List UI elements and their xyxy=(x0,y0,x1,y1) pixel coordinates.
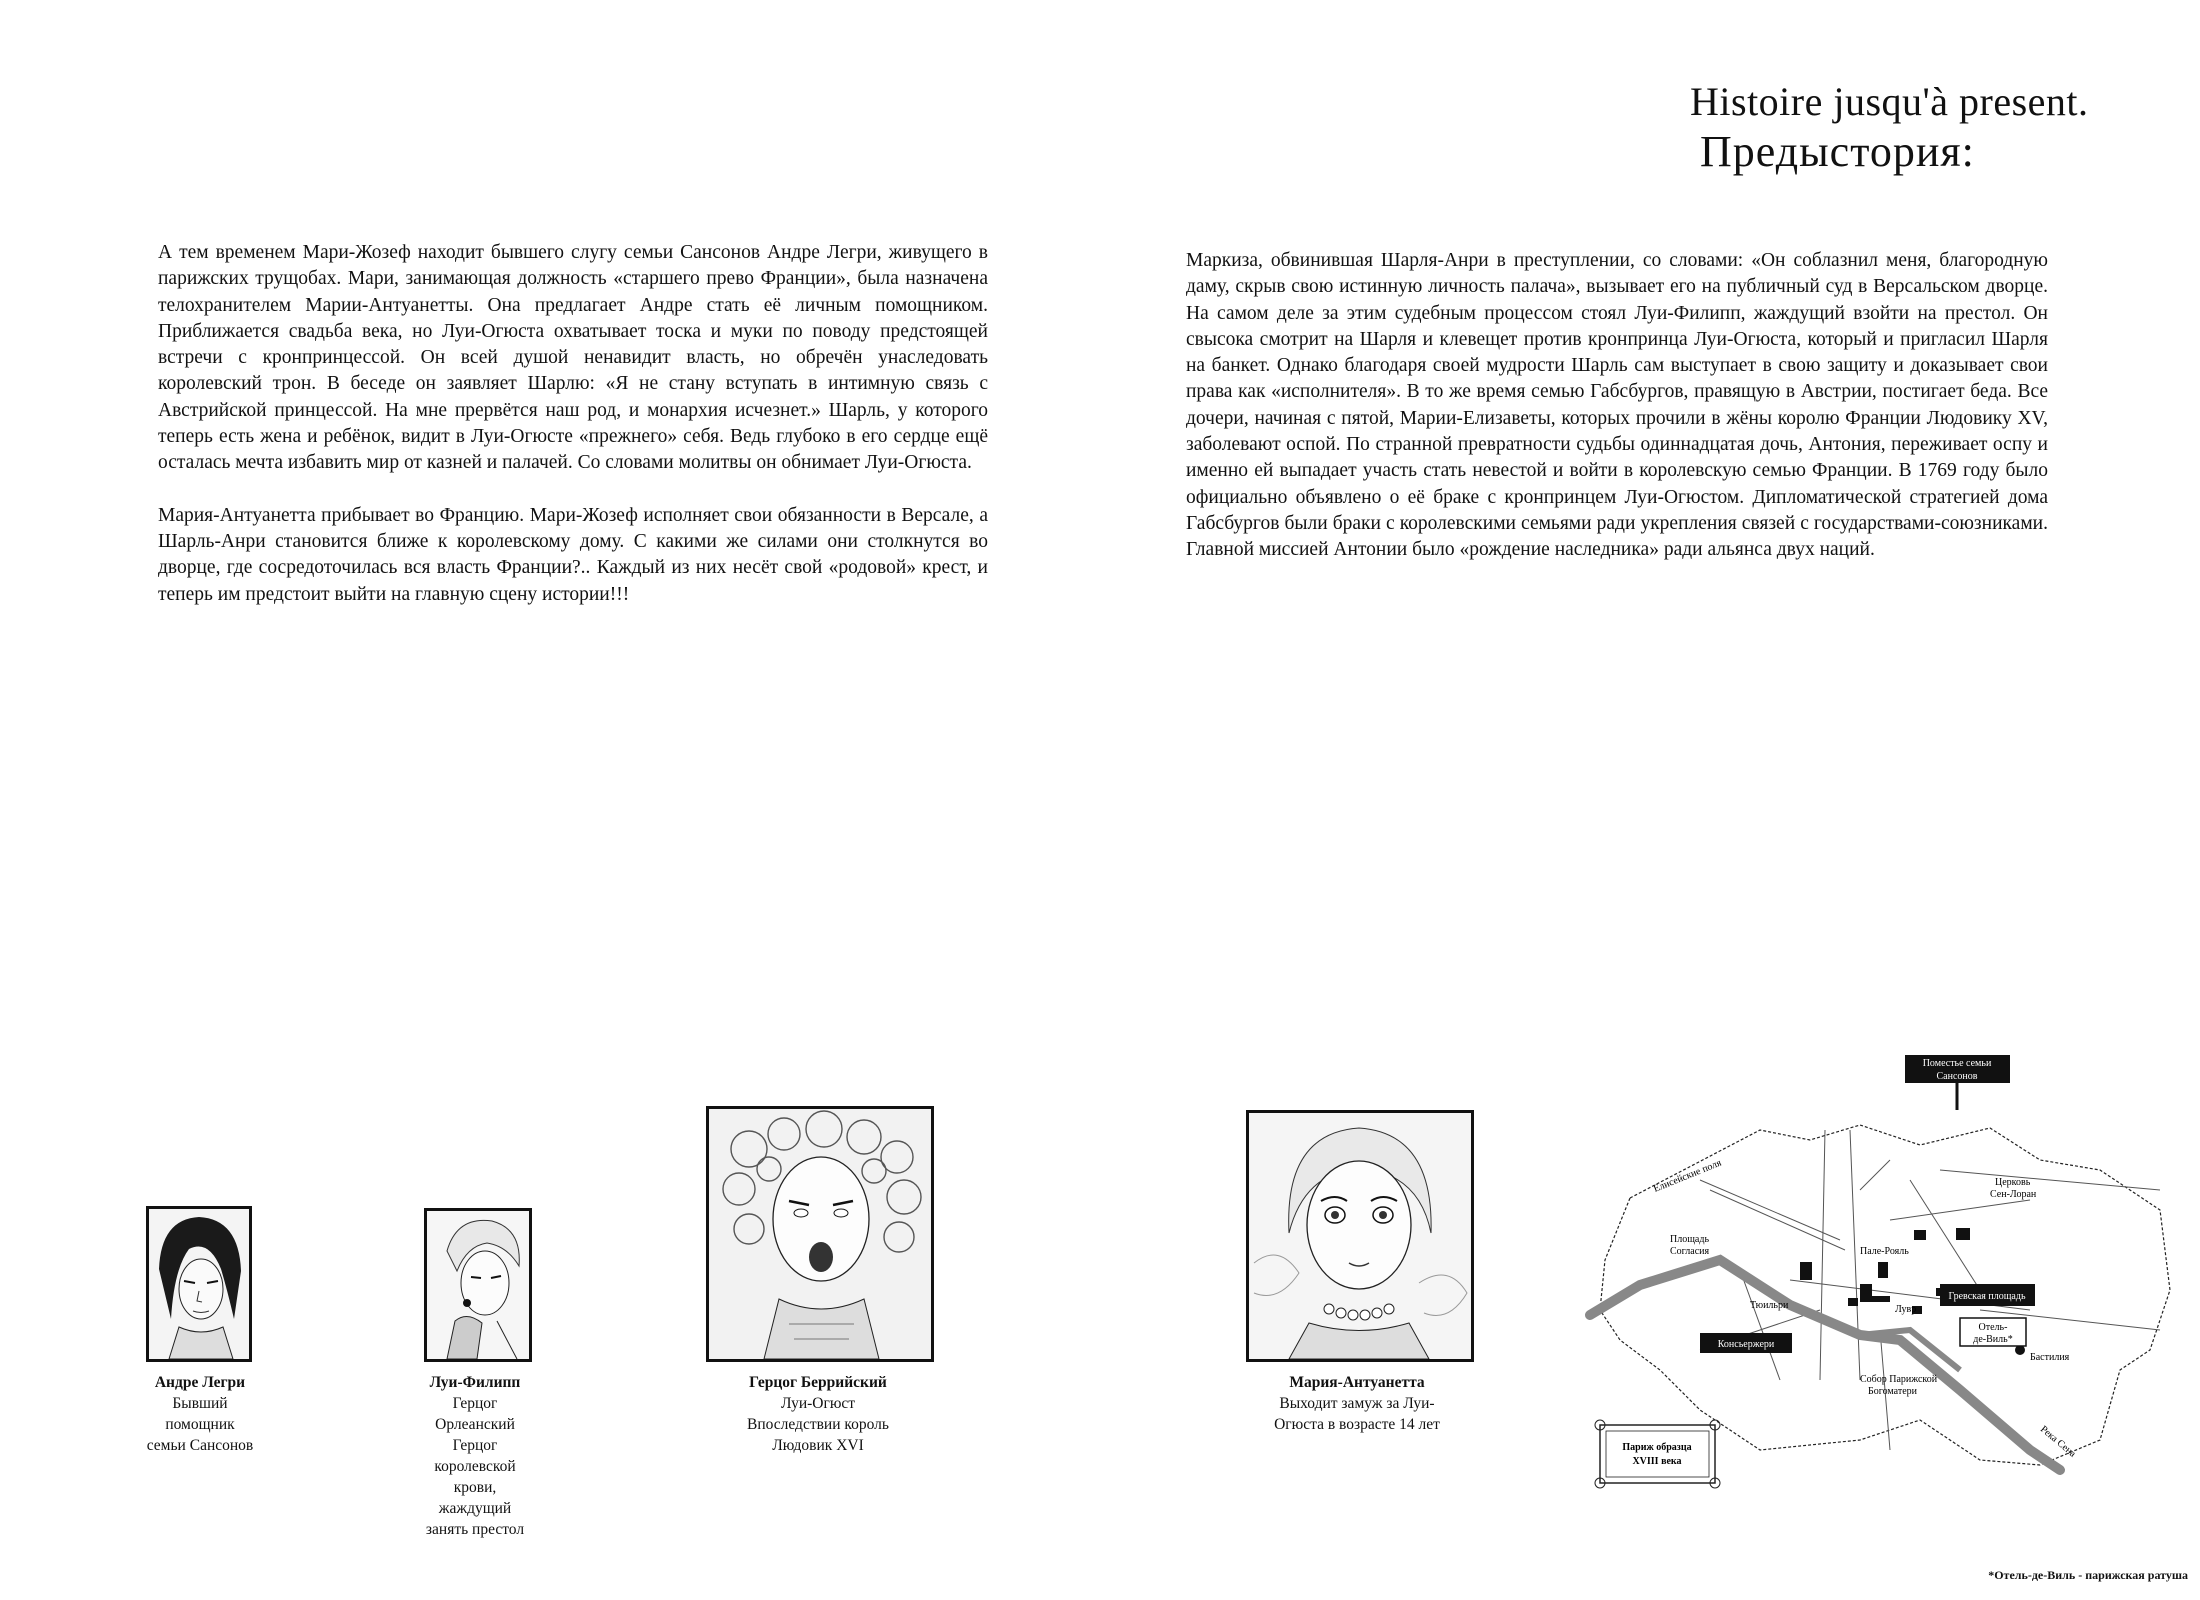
character-name: Мария-Антуанетта xyxy=(1289,1374,1425,1391)
character-name: Герцог Беррийский xyxy=(749,1374,887,1391)
map-label-concorde-1: Площадь xyxy=(1670,1234,1709,1245)
map-label-conciergerie: Консьержери xyxy=(1717,1339,1775,1350)
right-paragraph: Маркиза, обвинившая Шарля-Анри в преступлении, со словами: «Он соблазнил меня, благородную даму, скрыв свою истинную личность палача», вызывает его на публичный суд в Версальском дворце. На самом деле за этим судебным процессом стоял Луи-Филипп, жаждущий взойти на престол. Он свысока смотрит на Шарля и клевещет против кронпринца Луи-Огюста, который и пригласил Шарля на банкет. Однако благодаря своей мудрости Шарль сам выступает в свою защиту и доказывает свои права как «исполнителя». В то же время семью Габсбургов, правящую в Австрии, постигает беда. Все дочери, начиная с пятой, Марии-Елизаветы, которых прочили в жёны королю Франции Людовику XV, заболевают оспой. По странной превратности судьбы одиннадцатая дочь, Антония, переживает оспу и именно ей выпадает участь стать невестой и войти в королевскую семью Франции. В 1769 году было официально объявлено о её браке с кронпринцем Луи-Огюстом. Дипломатической стратегией дома Габсбургов были браки с королевскими семьями ради укрепления связей с государствами-союзниками. Главной миссией Антонии было «рождение наследника» ради альянса двух наций. xyxy=(1186,250,2048,561)
character-desc-line: Луи-Огюст xyxy=(780,1395,856,1412)
caption-marie-antoinette xyxy=(1232,1372,1482,1435)
portrait-louis-philippe xyxy=(424,1208,532,1362)
map-label-concorde-2: Согласия xyxy=(1670,1246,1710,1257)
footnote: *Отель-де-Виль - парижская ратуша xyxy=(1988,1568,2188,1582)
character-desc-line: занять престол xyxy=(425,1521,525,1538)
paris-map xyxy=(1560,1050,2180,1500)
map-cartouche-line-1: Париж образца xyxy=(1622,1442,1692,1453)
map-label-hotel-1: Отель- xyxy=(1978,1322,2008,1333)
paris-map-drawing xyxy=(1560,1050,2180,1500)
caption-andre xyxy=(120,1372,280,1456)
left-paragraph: Мария-Антуанетта прибывает во Францию. Мари-Жозеф исполняет свои обязанности в Версале, а Шарль-Анри становится ближе к королевскому дому. С какими же силами они столкнутся во дворце, где сосредоточилась вся власть Франции?.. Каждый из них несёт свой «родовой» крест, и теперь им предстоит выйти на главную сцену истории!!! xyxy=(158,504,988,605)
page-title-fr: Histoire jusqu'à present. xyxy=(1690,79,2089,124)
character-desc-line: Орлеанский xyxy=(435,1416,515,1433)
character-desc-line: Огюста в возрасте 14 лет xyxy=(1274,1416,1440,1433)
caption-duke-berry xyxy=(700,1372,936,1456)
left-text-column xyxy=(158,240,988,634)
map-cartouche-line-2: XVIII века xyxy=(1632,1456,1682,1467)
character-name: Андре Легри xyxy=(154,1374,246,1391)
map-label-louvre: Лувр xyxy=(1895,1304,1917,1315)
character-desc-line: Выходит замуж за Луи- xyxy=(1279,1395,1435,1412)
portrait-andre xyxy=(146,1206,252,1362)
character-desc-line: Герцог xyxy=(452,1437,498,1454)
portrait-andre-drawing xyxy=(149,1209,249,1359)
portrait-marie-antoinette xyxy=(1246,1110,1474,1362)
character-desc-line: жаждущий xyxy=(438,1500,512,1517)
map-label-bastille: Бастилия xyxy=(2030,1352,2070,1363)
portrait-louis-philippe-drawing xyxy=(427,1211,529,1359)
character-name: Луи-Филипп xyxy=(429,1374,521,1391)
character-desc-line: королевской xyxy=(434,1458,516,1475)
caption-louis-philippe xyxy=(400,1372,550,1540)
character-desc-line: Впоследствии король xyxy=(747,1416,889,1433)
map-label-hotel-2: де-Виль* xyxy=(1973,1334,2013,1345)
map-label-church-2: Сен-Лоран xyxy=(1990,1189,2037,1200)
page-title-ru: Предыстория: xyxy=(1700,127,1975,176)
map-label-tuileries: Тюильри xyxy=(1750,1300,1789,1311)
character-desc-line: Людовик XVI xyxy=(772,1437,864,1454)
map-label-notre-dame-2: Богоматери xyxy=(1868,1386,1918,1397)
right-text-column xyxy=(1186,248,2048,590)
character-desc-line: Герцог xyxy=(452,1395,498,1412)
map-label-palais-royal: Пале-Рояль xyxy=(1860,1246,1909,1257)
map-label-notre-dame-1: Собор Парижской xyxy=(1860,1374,1938,1385)
portrait-duke-berry-drawing xyxy=(709,1109,931,1359)
map-label-seine: Река Сена xyxy=(2038,1423,2078,1460)
left-paragraph: А тем временем Мари-Жозеф находит бывшего слугу семьи Сансонов Андре Легри, живущего в парижских трущобах. Мари, занимающая должность «старшего прево Франции», была назначена телохранителем Марии-Антуанетты. Она предлагает Андре стать её личным помощником. Приближается свадьба века, но Луи-Огюста охватывает тоска и муки по поводу предстоящей встречи с кронпринцессой. Он всей душой ненавидит власть, но обречён унаследовать королевский трон. В беседе он заявляет Шарлю: «Я не стану вступать в интимную связь с Австрийской принцессой. На мне прервётся наш род, и монархия исчезнет.» Шарль, у которого теперь есть жена и ребёнок, видит в Луи-Огюсте «прежнего» себя. Ведь глубоко в его сердце ещё осталась мечта избавить мир от казней и палачей. Со словами молитвы он обнимает Луи-Огюста. xyxy=(158,242,988,474)
character-desc-line: помощник xyxy=(165,1416,235,1433)
map-label-church-1: Церковь xyxy=(1995,1177,2031,1188)
portrait-marie-antoinette-drawing xyxy=(1249,1113,1471,1359)
character-desc-line: крови, xyxy=(453,1479,497,1496)
map-label-sanson-2: Сансонов xyxy=(1936,1071,1978,1082)
map-label-champs: Елисейские поля xyxy=(1652,1157,1724,1195)
map-label-sanson-1: Поместье семьи xyxy=(1922,1058,1992,1069)
character-desc-line: Бывший xyxy=(172,1395,228,1412)
character-desc-line: семьи Сансонов xyxy=(146,1437,254,1454)
map-label-greve: Гревская площадь xyxy=(1948,1291,2026,1302)
portrait-duke-berry xyxy=(706,1106,934,1362)
map-cartouche xyxy=(1595,1420,1720,1488)
